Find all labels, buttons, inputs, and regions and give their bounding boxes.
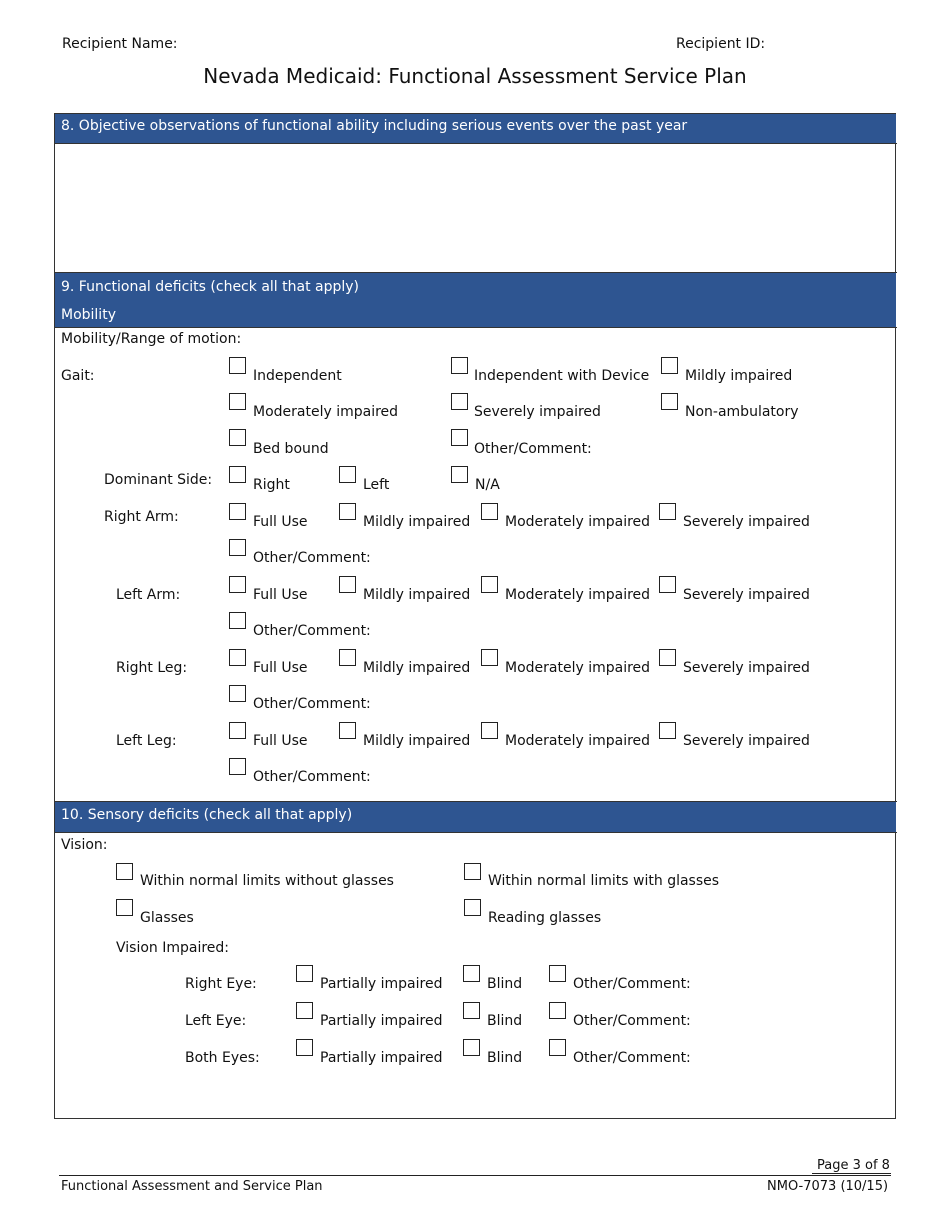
limb-option-label: Moderately impaired <box>505 660 651 676</box>
vision-option-label: Reading glasses <box>488 910 602 926</box>
page-number-underline <box>812 1173 891 1174</box>
limb-option-label: Full Use <box>253 587 308 603</box>
limb-option-label: Full Use <box>253 733 308 749</box>
left-arm-label: Left Arm: <box>116 587 181 603</box>
limb-option-label: Mildly impaired <box>363 660 471 676</box>
dominant-option-label: N/A <box>475 477 500 493</box>
gait-mildly-impaired-checkbox[interactable] <box>661 357 678 374</box>
left-arm-moderately-checkbox[interactable] <box>481 576 498 593</box>
eye-option-label: Other/Comment: <box>573 1013 691 1029</box>
section-9-header <box>55 273 896 327</box>
gait-bed-bound-checkbox[interactable] <box>229 429 246 446</box>
dominant-right-checkbox[interactable] <box>229 466 246 483</box>
limb-option-label: Severely impaired <box>683 587 810 603</box>
page-title: Nevada Medicaid: Functional Assessment Service Plan <box>203 64 747 88</box>
gait-option-label: Mildly impaired <box>685 368 793 384</box>
limb-option-label: Other/Comment: <box>253 550 371 566</box>
limb-option-label: Moderately impaired <box>505 587 651 603</box>
both-eyes-blind-checkbox[interactable] <box>463 1039 480 1056</box>
limb-option-label: Mildly impaired <box>363 587 471 603</box>
left-arm-full-use-checkbox[interactable] <box>229 576 246 593</box>
limb-option-label: Mildly impaired <box>363 514 471 530</box>
left-eye-other-checkbox[interactable] <box>549 1002 566 1019</box>
left-leg-full-use-checkbox[interactable] <box>229 722 246 739</box>
gait-option-label: Bed bound <box>253 441 329 457</box>
gait-option-label: Independent with Device <box>474 368 650 384</box>
gait-option-label: Independent <box>253 368 342 384</box>
observations-textarea[interactable] <box>56 145 894 271</box>
eye-option-label: Partially impaired <box>320 1050 443 1066</box>
vision-option-label: Within normal limits with glasses <box>488 873 720 889</box>
vision-glasses-checkbox[interactable] <box>116 899 133 916</box>
right-leg-severely-checkbox[interactable] <box>659 649 676 666</box>
section-8-header: 8. Objective observations of functional ability including serious events over the past year <box>55 114 896 143</box>
eye-option-label: Blind <box>487 1050 523 1066</box>
left-leg-mildly-checkbox[interactable] <box>339 722 356 739</box>
right-eye-blind-checkbox[interactable] <box>463 965 480 982</box>
left-leg-severely-checkbox[interactable] <box>659 722 676 739</box>
limb-option-label: Moderately impaired <box>505 514 651 530</box>
eye-option-label: Partially impaired <box>320 1013 443 1029</box>
vision-label: Vision: <box>61 837 108 853</box>
right-arm-severely-checkbox[interactable] <box>659 503 676 520</box>
divider <box>54 327 897 328</box>
right-eye-partial-checkbox[interactable] <box>296 965 313 982</box>
limb-option-label: Other/Comment: <box>253 623 371 639</box>
left-leg-other-checkbox[interactable] <box>229 758 246 775</box>
gait-other-checkbox[interactable] <box>451 429 468 446</box>
limb-option-label: Full Use <box>253 514 308 530</box>
right-arm-moderately-checkbox[interactable] <box>481 503 498 520</box>
eye-option-label: Partially impaired <box>320 976 443 992</box>
footer-divider <box>59 1175 891 1176</box>
limb-option-label: Other/Comment: <box>253 769 371 785</box>
left-leg-label: Left Leg: <box>116 733 177 749</box>
limb-option-label: Severely impaired <box>683 660 810 676</box>
vision-reading-glasses-checkbox[interactable] <box>464 899 481 916</box>
right-arm-full-use-checkbox[interactable] <box>229 503 246 520</box>
section-9-title: 9. Functional deficits (check all that apply) <box>61 279 359 295</box>
right-leg-moderately-checkbox[interactable] <box>481 649 498 666</box>
eye-option-label: Blind <box>487 1013 523 1029</box>
left-eye-label: Left Eye: <box>185 1013 247 1029</box>
right-eye-label: Right Eye: <box>185 976 257 992</box>
dominant-left-checkbox[interactable] <box>339 466 356 483</box>
section-10-header: 10. Sensory deficits (check all that apply) <box>55 802 896 832</box>
right-leg-label: Right Leg: <box>116 660 188 676</box>
footer-form-id: NMO-7073 (10/15) <box>767 1179 889 1194</box>
divider <box>54 832 897 833</box>
dominant-na-checkbox[interactable] <box>451 466 468 483</box>
mobility-range-label: Mobility/Range of motion: <box>61 331 242 347</box>
gait-independent-checkbox[interactable] <box>229 357 246 374</box>
left-arm-severely-checkbox[interactable] <box>659 576 676 593</box>
left-arm-mildly-checkbox[interactable] <box>339 576 356 593</box>
page-number: Page 3 of 8 <box>817 1158 890 1173</box>
left-leg-moderately-checkbox[interactable] <box>481 722 498 739</box>
limb-option-label: Full Use <box>253 660 308 676</box>
vision-normal-with-glasses-checkbox[interactable] <box>464 863 481 880</box>
limb-option-label: Severely impaired <box>683 514 810 530</box>
left-arm-other-checkbox[interactable] <box>229 612 246 629</box>
eye-option-label: Other/Comment: <box>573 1050 691 1066</box>
limb-option-label: Moderately impaired <box>505 733 651 749</box>
gait-non-ambulatory-checkbox[interactable] <box>661 393 678 410</box>
gait-moderately-impaired-checkbox[interactable] <box>229 393 246 410</box>
limb-option-label: Severely impaired <box>683 733 810 749</box>
right-eye-other-checkbox[interactable] <box>549 965 566 982</box>
gait-option-label: Moderately impaired <box>253 404 399 420</box>
gait-label: Gait: <box>61 368 95 384</box>
dominant-option-label: Right <box>253 477 290 493</box>
limb-option-label: Mildly impaired <box>363 733 471 749</box>
vision-option-label: Glasses <box>140 910 194 926</box>
right-arm-mildly-checkbox[interactable] <box>339 503 356 520</box>
left-eye-blind-checkbox[interactable] <box>463 1002 480 1019</box>
right-leg-full-use-checkbox[interactable] <box>229 649 246 666</box>
gait-option-label: Non-ambulatory <box>685 404 799 420</box>
right-leg-other-checkbox[interactable] <box>229 685 246 702</box>
dominant-option-label: Left <box>363 477 390 493</box>
left-eye-partial-checkbox[interactable] <box>296 1002 313 1019</box>
mobility-subheading: Mobility <box>61 307 116 323</box>
right-arm-other-checkbox[interactable] <box>229 539 246 556</box>
both-eyes-other-checkbox[interactable] <box>549 1039 566 1056</box>
divider <box>54 143 897 144</box>
right-leg-mildly-checkbox[interactable] <box>339 649 356 666</box>
both-eyes-label: Both Eyes: <box>185 1050 260 1066</box>
right-arm-label: Right Arm: <box>104 509 179 525</box>
gait-independent-device-checkbox[interactable] <box>451 357 468 374</box>
both-eyes-partial-checkbox[interactable] <box>296 1039 313 1056</box>
limb-option-label: Other/Comment: <box>253 696 371 712</box>
vision-impaired-label: Vision Impaired: <box>116 940 230 956</box>
vision-option-label: Within normal limits without glasses <box>140 873 394 889</box>
dominant-side-label: Dominant Side: <box>104 472 213 488</box>
recipient-name-label: Recipient Name: <box>62 36 178 52</box>
vision-normal-without-glasses-checkbox[interactable] <box>116 863 133 880</box>
eye-option-label: Blind <box>487 976 523 992</box>
footer-doc-name: Functional Assessment and Service Plan <box>61 1179 323 1194</box>
recipient-id-label: Recipient ID: <box>676 36 766 52</box>
gait-severely-impaired-checkbox[interactable] <box>451 393 468 410</box>
gait-option-label: Other/Comment: <box>474 441 592 457</box>
gait-option-label: Severely impaired <box>474 404 601 420</box>
eye-option-label: Other/Comment: <box>573 976 691 992</box>
